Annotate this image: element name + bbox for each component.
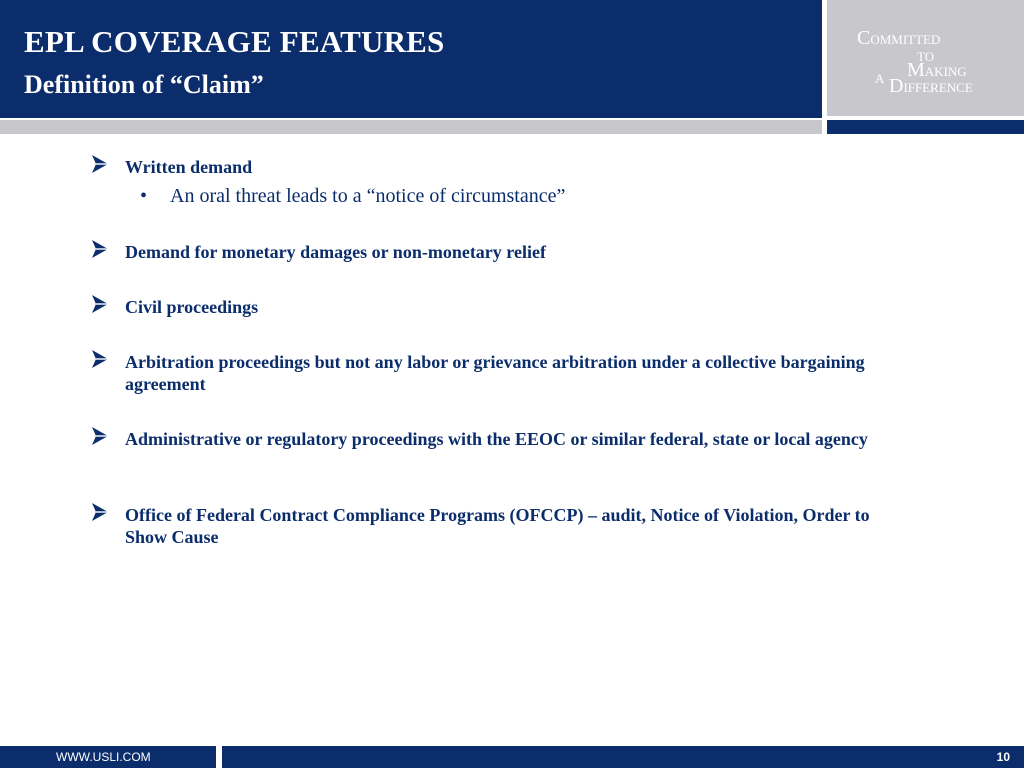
bullet-text: Written demand xyxy=(125,157,253,177)
footer-url[interactable]: WWW.USLI.COM xyxy=(56,750,151,764)
bullet-text: Administrative or regulatory proceedings with the EEOC or similar federal, state or local agency xyxy=(125,429,868,449)
arrow-bullet-icon xyxy=(90,239,110,259)
tagline-box xyxy=(827,0,1024,116)
tagline-difference: DIFFERENCE xyxy=(889,75,973,97)
sub-bullet-dot: • xyxy=(140,185,148,207)
header-blue-accent xyxy=(827,120,1024,134)
slide-title: EPL COVERAGE FEATURES xyxy=(24,24,445,59)
tagline-committed: COMMITTED xyxy=(857,27,941,49)
bullet-text: Demand for monetary damages or non-monetary relief xyxy=(125,242,546,262)
sub-bullet-text: An oral threat leads to a “notice of circumstance” xyxy=(170,185,566,207)
header-gray-bar xyxy=(0,120,822,134)
arrow-bullet-icon xyxy=(90,349,110,369)
arrow-bullet-icon xyxy=(90,294,110,314)
arrow-bullet-icon xyxy=(90,426,110,446)
arrow-bullet-icon xyxy=(90,154,110,174)
page-number: 10 xyxy=(996,750,1010,764)
arrow-bullet-icon xyxy=(90,502,110,522)
footer-separator xyxy=(216,746,222,768)
slide-subtitle: Definition of “Claim” xyxy=(24,70,264,99)
tagline-to: TO xyxy=(917,49,935,64)
tagline-making: MAKING xyxy=(907,59,967,81)
bullet-text: Arbitration proceedings but not any labor or grievance arbitration under a collective bargaining agreement xyxy=(125,352,865,394)
header-band xyxy=(0,0,822,118)
bullet-text: Civil proceedings xyxy=(125,297,259,317)
bullet-text: Office of Federal Contract Compliance Programs (OFCCP) – audit, Notice of Violation, Order to Show Cause xyxy=(125,505,870,547)
tagline-a: A xyxy=(875,71,885,86)
footer-band xyxy=(0,746,1024,768)
